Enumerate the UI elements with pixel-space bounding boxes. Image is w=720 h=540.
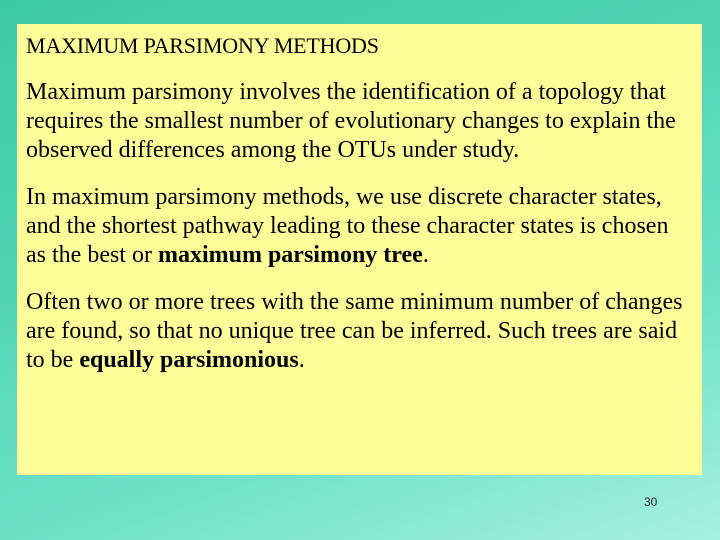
- paragraph-definition: Maximum parsimony involves the identification of a topology that requires the smallest number of evolutionary changes to explain the observed differences among the OTUs under study.: [26, 79, 676, 163]
- paragraph-methods-end: .: [422, 242, 429, 268]
- term-maximum-parsimony-tree: maximum parsimony tree: [157, 242, 423, 268]
- page-number: 30: [644, 495, 658, 509]
- paragraph-methods-text: In maximum parsimony methods, we use discrete character states, and the shortest pathway leading to these character states is chosen as the best or: [26, 184, 669, 268]
- paragraph-equal-trees-text: Often two or more trees with the same minimum number of changes are found, so that no unique tree can be inferred. Such trees are said to be: [26, 289, 683, 373]
- term-equally-parsimonious: equally parsimonious: [79, 347, 299, 373]
- paragraph-equal-trees: [26, 288, 702, 375]
- content-box: [17, 24, 702, 475]
- paragraph-methods: [26, 183, 702, 270]
- slide-title: MAXIMUM PARSIMONY METHODS: [26, 33, 379, 58]
- paragraph-equal-trees-end: .: [298, 347, 305, 373]
